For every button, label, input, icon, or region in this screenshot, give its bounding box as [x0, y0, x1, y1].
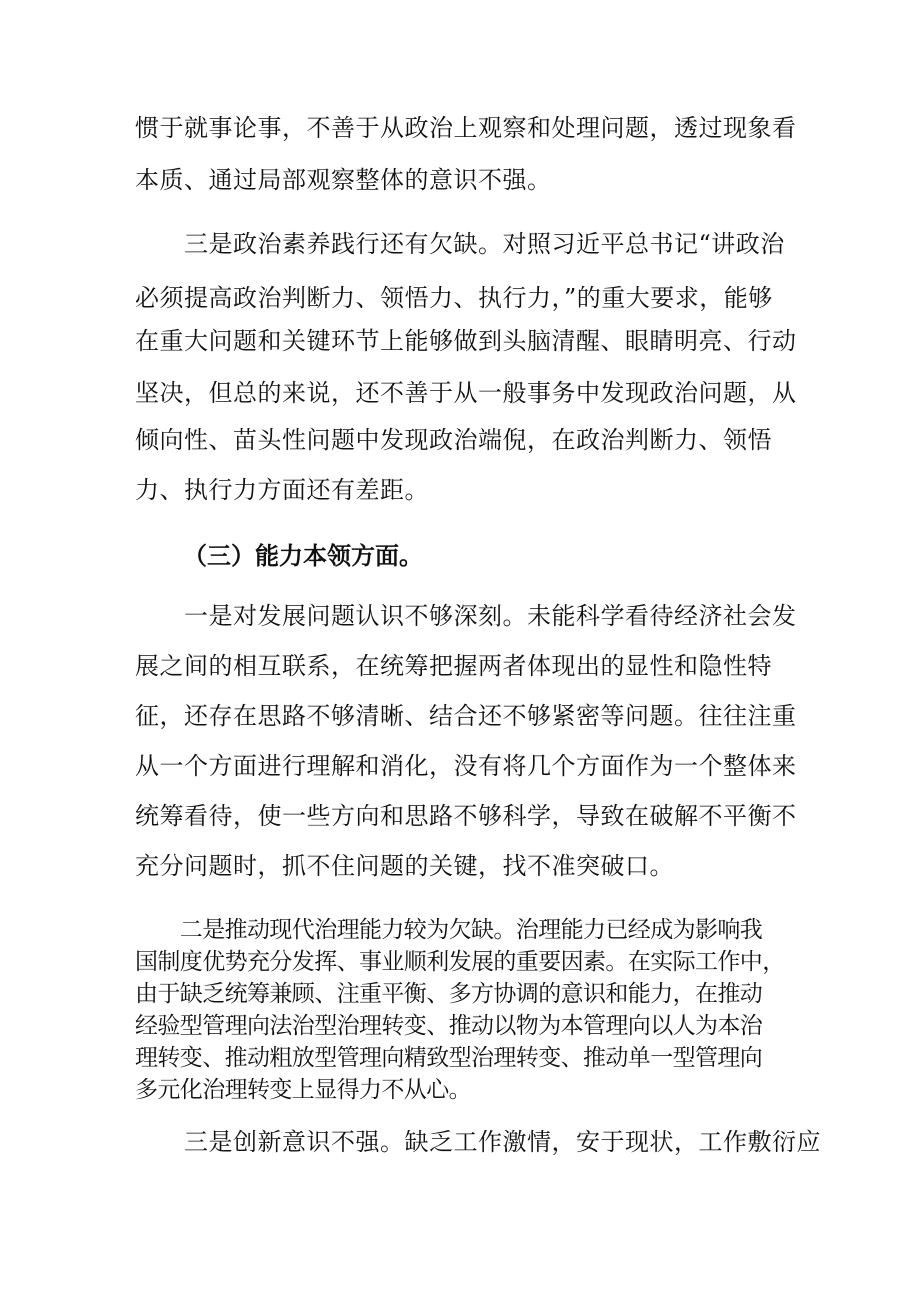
paragraph-line: 必须提高政治判断力、领悟力、执行力，”的重大要求，能够	[135, 284, 773, 312]
paragraph-line: 力、执行力方面还有差距。	[135, 476, 429, 504]
paragraph-line: 在重大问题和关键环节上能够做到头脑清醒、眼睛明亮、行动	[135, 327, 797, 355]
paragraph-line: 由于缺乏统筹兼顾、注重平衡、多方协调的意识和能力，在推动	[135, 981, 763, 1007]
paragraph-line: 倾向性、苗头性问题中发现政治端倪，在政治判断力、领悟	[135, 426, 772, 454]
paragraph-line: 本质、通过局部观察整体的意识不强。	[135, 166, 552, 194]
section-heading: （三）能力本领方面。	[183, 542, 423, 570]
paragraph-line: 二是推动现代治理能力较为欠缺。治理能力已经成为影响我	[135, 917, 763, 943]
paragraph-line: 统筹看待，使一些方向和思路不够科学，导致在破解不平衡不	[135, 802, 797, 830]
paragraph-line: 一是对发展问题认识不够深刻。未能科学看待经济社会发	[135, 602, 797, 630]
paragraph-line: 展之间的相互联系，在统筹把握两者体现出的显性和隐性特	[135, 652, 772, 680]
paragraph-line: 国制度优势充分发挥、事业顺利发展的重要因素。在实际工作中，	[135, 949, 785, 975]
paragraph-line: 三是政治素养践行还有欠缺。对照习近平总书记“讲政治	[135, 230, 785, 258]
paragraph-line: 多元化治理转变上显得力不从心。	[135, 1077, 472, 1103]
paragraph-line: 征，还存在思路不够清晰、结合还不够紧密等问题。往往注重	[135, 702, 797, 730]
paragraph-line: 从一个方面进行理解和消化，没有将几个方面作为一个整体来	[135, 752, 797, 780]
paragraph-line: 三是创新意识不强。缺乏工作激情，安于现状，工作敷衍应	[135, 1128, 821, 1156]
paragraph-line: 理转变、推动粗放型管理向精致型治理转变、推动单一型管理向	[135, 1045, 763, 1071]
paragraph-line: 坚决，但总的来说，还不善于从一般事务中发现政治问题，从	[135, 379, 797, 407]
paragraph-line: 充分问题时，抓不住问题的关键，找不准突破口。	[135, 852, 674, 880]
paragraph-line: 经验型管理向法治型治理转变、推动以物为本管理向以人为本治	[135, 1013, 763, 1039]
paragraph-line: 惯于就事论事，不善于从政治上观察和处理问题，透过现象看	[135, 114, 797, 142]
